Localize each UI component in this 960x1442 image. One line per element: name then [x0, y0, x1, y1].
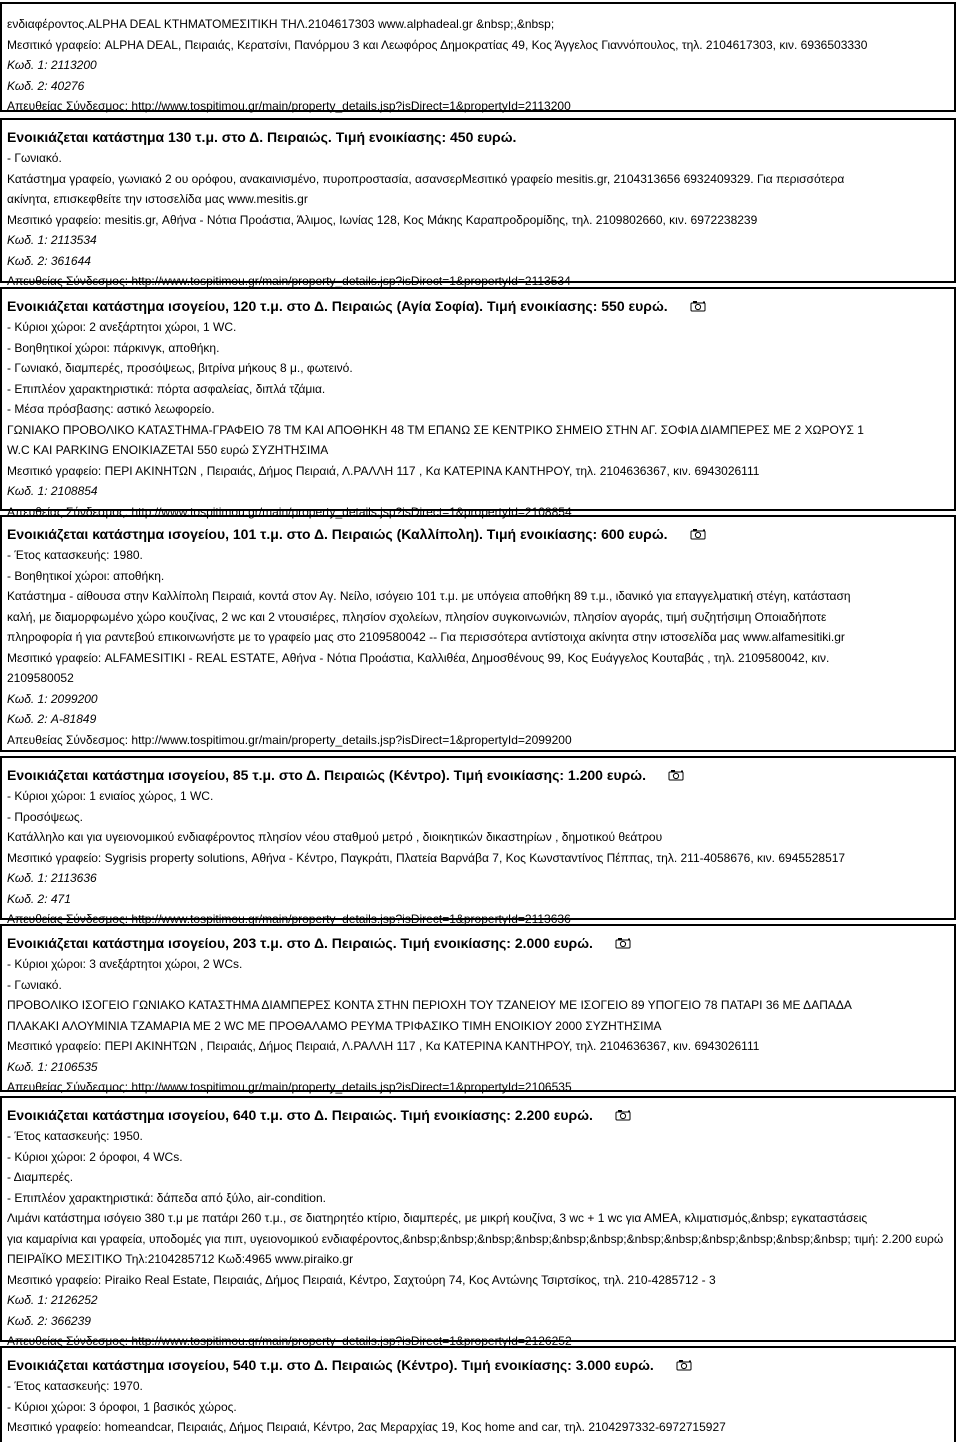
direct-link[interactable]: Απευθείας Σύνδεσμος: http://www.tospitimou.gr/main/property_details.jsp?isDirect=1&propertyId=2113200 — [7, 99, 571, 113]
listing-block — [0, 1096, 956, 1348]
listing-price: Τιμή ενοικίασης: 1.200 ευρώ. — [453, 767, 647, 783]
listing-title-line — [7, 126, 954, 148]
listing-detail: Μεσιτικό γραφείο: ΠΕΡΙ ΑΚΙΝΗΤΩΝ , Πειραιάς, Δήμος Πειραιά, Λ.ΡΑΛΛΗ 117 , Κα ΚΑΤΕΡΙΝΑ ΚΑΝΤΗΡΟΥ, τηλ. 2104636367, κιν. 6943026111 — [7, 1039, 760, 1053]
listing-price: Τιμή ενοικίασης: 550 ευρώ. — [486, 298, 668, 314]
direct-link[interactable]: Απευθείας Σύνδεσμος: http://www.tospitimou.gr/main/property_details.jsp?isDirect=1&propertyId=2106535 — [7, 1080, 572, 1094]
camera-icon[interactable] — [615, 1105, 633, 1117]
listing-detail: - Βοηθητικοί χώροι: αποθήκη. — [7, 568, 165, 583]
direct-link[interactable]: Απευθείας Σύνδεσμος: http://www.tospitimou.gr/main/property_details.jsp?isDirect=1&propertyId=2113636 — [7, 912, 571, 926]
listing-detail: - Επιπλέον χαρακτηριστικά: πόρτα ασφαλείας, διπλά τζάμια. — [7, 381, 326, 396]
listing-block — [0, 515, 956, 752]
listing-price: Τιμή ενοικίασης: 3.000 ευρώ. — [461, 1357, 654, 1373]
listing-detail: - Κύριοι χώροι: 2 ανεξάρτητοι χώροι, 1 WC. — [7, 320, 237, 334]
listing-detail: W.C ΚΑΙ PARKING ΕΝΟΙΚΙΑΖΕΤΑΙ 550 ευρώ ΣΥΖΗΤΗΣΙΜΑ — [7, 443, 329, 457]
code-2: Κωδ. 2: 40276 — [7, 78, 85, 93]
listing-detail: Κατάστημα γραφείο, γωνιακό 2 ου ορόφου, ανακαινισμένο, πυροπροστασία, ασανσερΜεσιτικό γραφείο mesitis.gr, 2104313656 6932409329. Για περισσότερα — [7, 171, 845, 186]
listing-title: Ενοικιάζεται κατάστημα ισογείου, 640 τ.μ. στο Δ. Πειραιώς. — [7, 1107, 397, 1123]
listing-title-line — [7, 932, 954, 954]
listing-detail: ΠΛΑΚΑΚΙ ΑΛΟΥΜΙΝΙΑ ΤΖΑΜΑΡΙΑ ΜΕ 2 WC ΜΕ ΠΡΟΘΑΛΑΜΟ ΡΕΥΜΑ ΤΡΙΦΑΣΙΚΟ ΤΙΜΗ ΕΝΟΙΚΙΟΥ 2000 ΣΥΖΗΤΗΣΙΜΑ — [7, 1018, 662, 1033]
code-1: Κωδ. 1: 2099200 — [7, 691, 98, 706]
listing-title: Ενοικιάζεται κατάστημα ισογείου, 101 τ.μ. στο Δ. Πειραιώς (Καλλίπολη). — [7, 526, 483, 542]
code-1: Κωδ. 1: 2113534 — [7, 233, 97, 247]
direct-link[interactable]: Απευθείας Σύνδεσμος: http://www.tospitimou.gr/main/property_details.jsp?isDirect=1&propertyId=2108854 — [7, 504, 572, 519]
listing-block — [0, 1346, 956, 1442]
listing-title: Ενοικιάζεται κατάστημα 130 τ.μ. στο Δ. Πειραιώς. — [7, 129, 332, 145]
listing-detail: - Διαμπερές. — [7, 1170, 74, 1184]
code-1: Κωδ. 1: 2108854 — [7, 484, 98, 498]
listing-title-line — [7, 1104, 954, 1126]
listing-title-line — [7, 523, 954, 545]
listing-block — [0, 287, 956, 519]
code-2: Κωδ. 2: A-81849 — [7, 712, 97, 726]
listing-block — [0, 924, 956, 1092]
listing-detail: - Γωνιακό, διαμπερές, προσόψεως, βιτρίνα μήκους 8 μ., φωτεινό. — [7, 361, 353, 375]
camera-icon[interactable] — [676, 1355, 694, 1367]
listing-block — [0, 118, 956, 288]
direct-link[interactable]: Απευθείας Σύνδεσμος: http://www.tospitimou.gr/main/property_details.jsp?isDirect=1&propertyId=2113534 — [7, 274, 571, 288]
listing-title-line — [7, 1354, 954, 1376]
listing-price: Τιμή ενοικίασης: 2.000 ευρώ. — [400, 935, 593, 951]
listing-detail: - Βοηθητικοί χώροι: πάρκινγκ, αποθήκη. — [7, 340, 220, 355]
code-1: Κωδ. 1: 2126252 — [7, 1293, 98, 1307]
listing-title-line — [7, 764, 954, 786]
listing-detail: Μεσιτικό γραφείο: Sygrisis property solutions, Αθήνα - Κέντρο, Παγκράτι, Πλατεία Βαρνάβα 7, Κος Κωνσταντίνος Πέππας, τηλ. 211-4058676, κιν. 6945528517 — [7, 850, 846, 865]
listing-detail: - Κύριοι χώροι: 1 ενιαίος χώρος, 1 WC. — [7, 789, 214, 803]
listing-detail: - Γωνιακό. — [7, 151, 62, 165]
intro-text: ενδιαφέροντος.ALPHA DEAL ΚΤΗΜΑΤΟΜΕΣΙΤΙΚΗ ΤΗΛ.2104617303 www.alphadeal.gr &nbsp;,&nbsp; — [7, 17, 555, 31]
listing-detail: - Επιπλέον χαρακτηριστικά: δάπεδα από ξύλο, air-condition. — [7, 1190, 326, 1205]
listing-price: Τιμή ενοικίασης: 450 ευρώ. — [335, 129, 517, 145]
listing-title: Ενοικιάζεται κατάστημα ισογείου, 120 τ.μ. στο Δ. Πειραιώς (Αγία Σοφία). — [7, 298, 484, 314]
listing-detail: Μεσιτικό γραφείο: ΠΕΡΙ ΑΚΙΝΗΤΩΝ , Πειραιάς, Δήμος Πειραιά, Λ.ΡΑΛΛΗ 117 , Κα ΚΑΤΕΡΙΝΑ ΚΑΝΤΗΡΟΥ, τηλ. 2104636367, κιν. 6943026111 — [7, 463, 760, 478]
listing-detail: ΓΩΝΙΑΚΟ ΠΡΟΒΟΛΙΚΟ ΚΑΤΑΣΤΗΜΑ-ΓΡΑΦΕΙΟ 78 ΤΜ ΚΑΙ ΑΠΟΘΗΚΗ 48 ΤΜ ΕΠΑΝΩ ΣΕ ΚΕΝΤΡΙΚΟ ΣΗΜΕΙΟ ΣΤΗΝ ΑΓ. ΣΟΦΙΑ ΔΙΑΜΠΕΡΕΣ ΜΕ 2 ΧΩΡΟΥΣ 1 — [7, 422, 864, 437]
code-1: Κωδ. 1: 2113636 — [7, 871, 97, 885]
camera-icon[interactable] — [690, 296, 708, 308]
listing-title: Ενοικιάζεται κατάστημα ισογείου, 203 τ.μ. στο Δ. Πειραιώς. — [7, 935, 397, 951]
listing-detail: Κατάλληλο και για υγειονομικού ενδιαφέροντος πλησίον νέου σταθμού μετρό , διοικητικών δικαστηρίων , δημοτικού θεάτρου — [7, 830, 663, 844]
listing-detail: - Έτος κατασκευής: 1970. — [7, 1379, 143, 1393]
listing-detail: - Μέσα πρόσβασης: αστικό λεωφορείο. — [7, 402, 215, 416]
listing-detail: για καμαρίνια και γραφεία, υποδομές για πιπ, υγειονομικού ενδιαφέροντος,&nbsp;&nbsp;&nbsp;&nbsp;&nbsp;&nbsp;&nbsp;&nbsp;&nbsp;&nbsp;&nbsp;&nbsp; τιμή: 2.200 ευρώ — [7, 1231, 944, 1246]
listing-price: Τιμή ενοικίασης: 2.200 ευρώ. — [400, 1107, 593, 1123]
listing-detail: 2109580052 — [7, 671, 74, 685]
listing-detail: Λιμάνι κατάστημα ισόγειο 380 τ.μ με πατάρι 260 τ.μ., σε διατηρητέο κτίριο, διαμπερές, με μικρή κουζίνα, 3 wc + 1 wc για ΑΜΕΑ, κλιματισμός,&nbsp; εγκαταστάσεις — [7, 1211, 868, 1225]
camera-icon[interactable] — [668, 765, 686, 777]
code-1: Κωδ. 1: 2106535 — [7, 1059, 98, 1074]
listing-detail: Μεσιτικό γραφείο: homeandcar, Πειραιάς, Δήμος Πειραιά, Κέντρο, 2ας Μεραρχίας 19, Κος home and car, τηλ. 2104297332-6972715927 — [7, 1420, 726, 1434]
listing-detail: - Γωνιακό. — [7, 977, 62, 992]
code-2: Κωδ. 2: 361644 — [7, 253, 91, 268]
code-1: Κωδ. 1: 2113200 — [7, 58, 97, 72]
listing-detail: ΠΡΟΒΟΛΙΚΟ ΙΣΟΓΕΙΟ ΓΩΝΙΑΚΟ ΚΑΤΑΣΤΗΜΑ ΔΙΑΜΠΕΡΕΣ ΚΟΝΤΑ ΣΤΗΝ ΠΕΡΙΟΧΗ ΤΟΥ ΤΖΑΝΕΙΟΥ ΜΕ ΙΣΟΓΕΙΟ 89 ΥΠΟΓΕΙΟ 78 ΠΑΤΑΡΙ 36 ΜΕ ΔΑΠΑΔΑ — [7, 998, 852, 1012]
listing-detail: καλή, με διαμορφωμένο χώρο κουζίνας, 2 wc και 2 ντουσιέρες, πλησίον σχολείων, πλησίον συγκοινωνιών, πλησίον αγοράς, τιμή συζητήσιμη Οποιαδήποτε — [7, 609, 827, 624]
listing-detail: - Έτος κατασκευής: 1980. — [7, 548, 143, 562]
listing-detail: - Κύριοι χώροι: 3 όροφοι, 1 βασικός χώρος. — [7, 1399, 237, 1414]
code-2: Κωδ. 2: 366239 — [7, 1313, 91, 1328]
listing-detail: πληροφορία ή για ραντεβού επικοινωνήστε με το γραφείο μας στο 2109580042 -- Για περισσότερα αντίστοιχα ακίνητα στην ιστοσελίδα μας www.alfamesitiki.gr — [7, 630, 845, 644]
intro-block — [0, 2, 956, 112]
listing-detail: - Κύριοι χώροι: 2 όροφοι, 4 WCs. — [7, 1149, 183, 1164]
camera-icon[interactable] — [615, 933, 633, 945]
camera-icon[interactable] — [690, 524, 708, 536]
direct-link[interactable]: Απευθείας Σύνδεσμος: http://www.tospitimou.gr/main/property_details.jsp?isDirect=1&propertyId=2126252 — [7, 1334, 572, 1348]
listing-title: Ενοικιάζεται κατάστημα ισογείου, 540 τ.μ. στο Δ. Πειραιώς (Κέντρο). — [7, 1357, 458, 1373]
listing-detail: - Έτος κατασκευής: 1950. — [7, 1129, 143, 1143]
agency-info: Μεσιτικό γραφείο: ALPHA DEAL, Πειραιάς, Κερατσίνι, Πανόρμου 3 και Λεωφόρος Δημοκρατίας 49, Κος Άγγελος Γιαννόπουλος, τηλ. 2104617303, κιν. 6936503330 — [7, 37, 868, 52]
listing-detail: - Κύριοι χώροι: 3 ανεξάρτητοι χώροι, 2 WCs. — [7, 957, 243, 971]
code-2: Κωδ. 2: 471 — [7, 891, 71, 906]
listing-title: Ενοικιάζεται κατάστημα ισογείου, 85 τ.μ. στο Δ. Πειραιώς (Κέντρο). — [7, 767, 450, 783]
listing-detail: Μεσιτικό γραφείο: ALFAMESITIKI - REAL ESTATE, Αθήνα - Νότια Προάστια, Καλλιθέα, Δημοσθένους 99, Κος Ευάγγελος Κουταβάς , τηλ. 2109580042, κιν. — [7, 650, 830, 665]
listing-detail: ακίνητα, επισκεφθείτε την ιστοσελίδα μας www.mesitis.gr — [7, 192, 308, 206]
listing-price: Τιμή ενοικίασης: 600 ευρώ. — [486, 526, 668, 542]
listing-detail: Μεσιτικό γραφείο: mesitis.gr, Αθήνα - Νότια Προάστια, Άλιμος, Ιωνίας 128, Κος Μάκης Καραπροδρομίδης, τηλ. 2109802660, κιν. 6972238239 — [7, 212, 758, 227]
listing-title-line — [7, 295, 954, 317]
listing-detail: Μεσιτικό γραφείο: Piraiko Real Estate, Πειραιάς, Δήμος Πειραιά, Κέντρο, Σαχτούρη 74, Κος Αντώνης Τσιρτσίκος, τηλ. 210-4285712 - 3 — [7, 1272, 716, 1287]
listing-detail: - Προσόψεως. — [7, 809, 83, 824]
listing-detail: Κατάστημα - αίθουσα στην Καλλίπολη Πειραιά, κοντά στον Αγ. Νείλο, ισόγειο 101 τ.μ. με υπόγεια αποθήκη 89 τ.μ., ιδανικό για επαγγελματική στέγη, κατάσταση — [7, 589, 851, 603]
listing-detail: ΠΕΙΡΑΪΚΟ ΜΕΣΙΤΙΚΟ Τηλ:2104285712 Κωδ:4965 www.piraiko.gr — [7, 1252, 354, 1266]
direct-link[interactable]: Απευθείας Σύνδεσμος: http://www.tospitimou.gr/main/property_details.jsp?isDirect=1&propertyId=2099200 — [7, 732, 572, 747]
listing-block — [0, 756, 956, 926]
